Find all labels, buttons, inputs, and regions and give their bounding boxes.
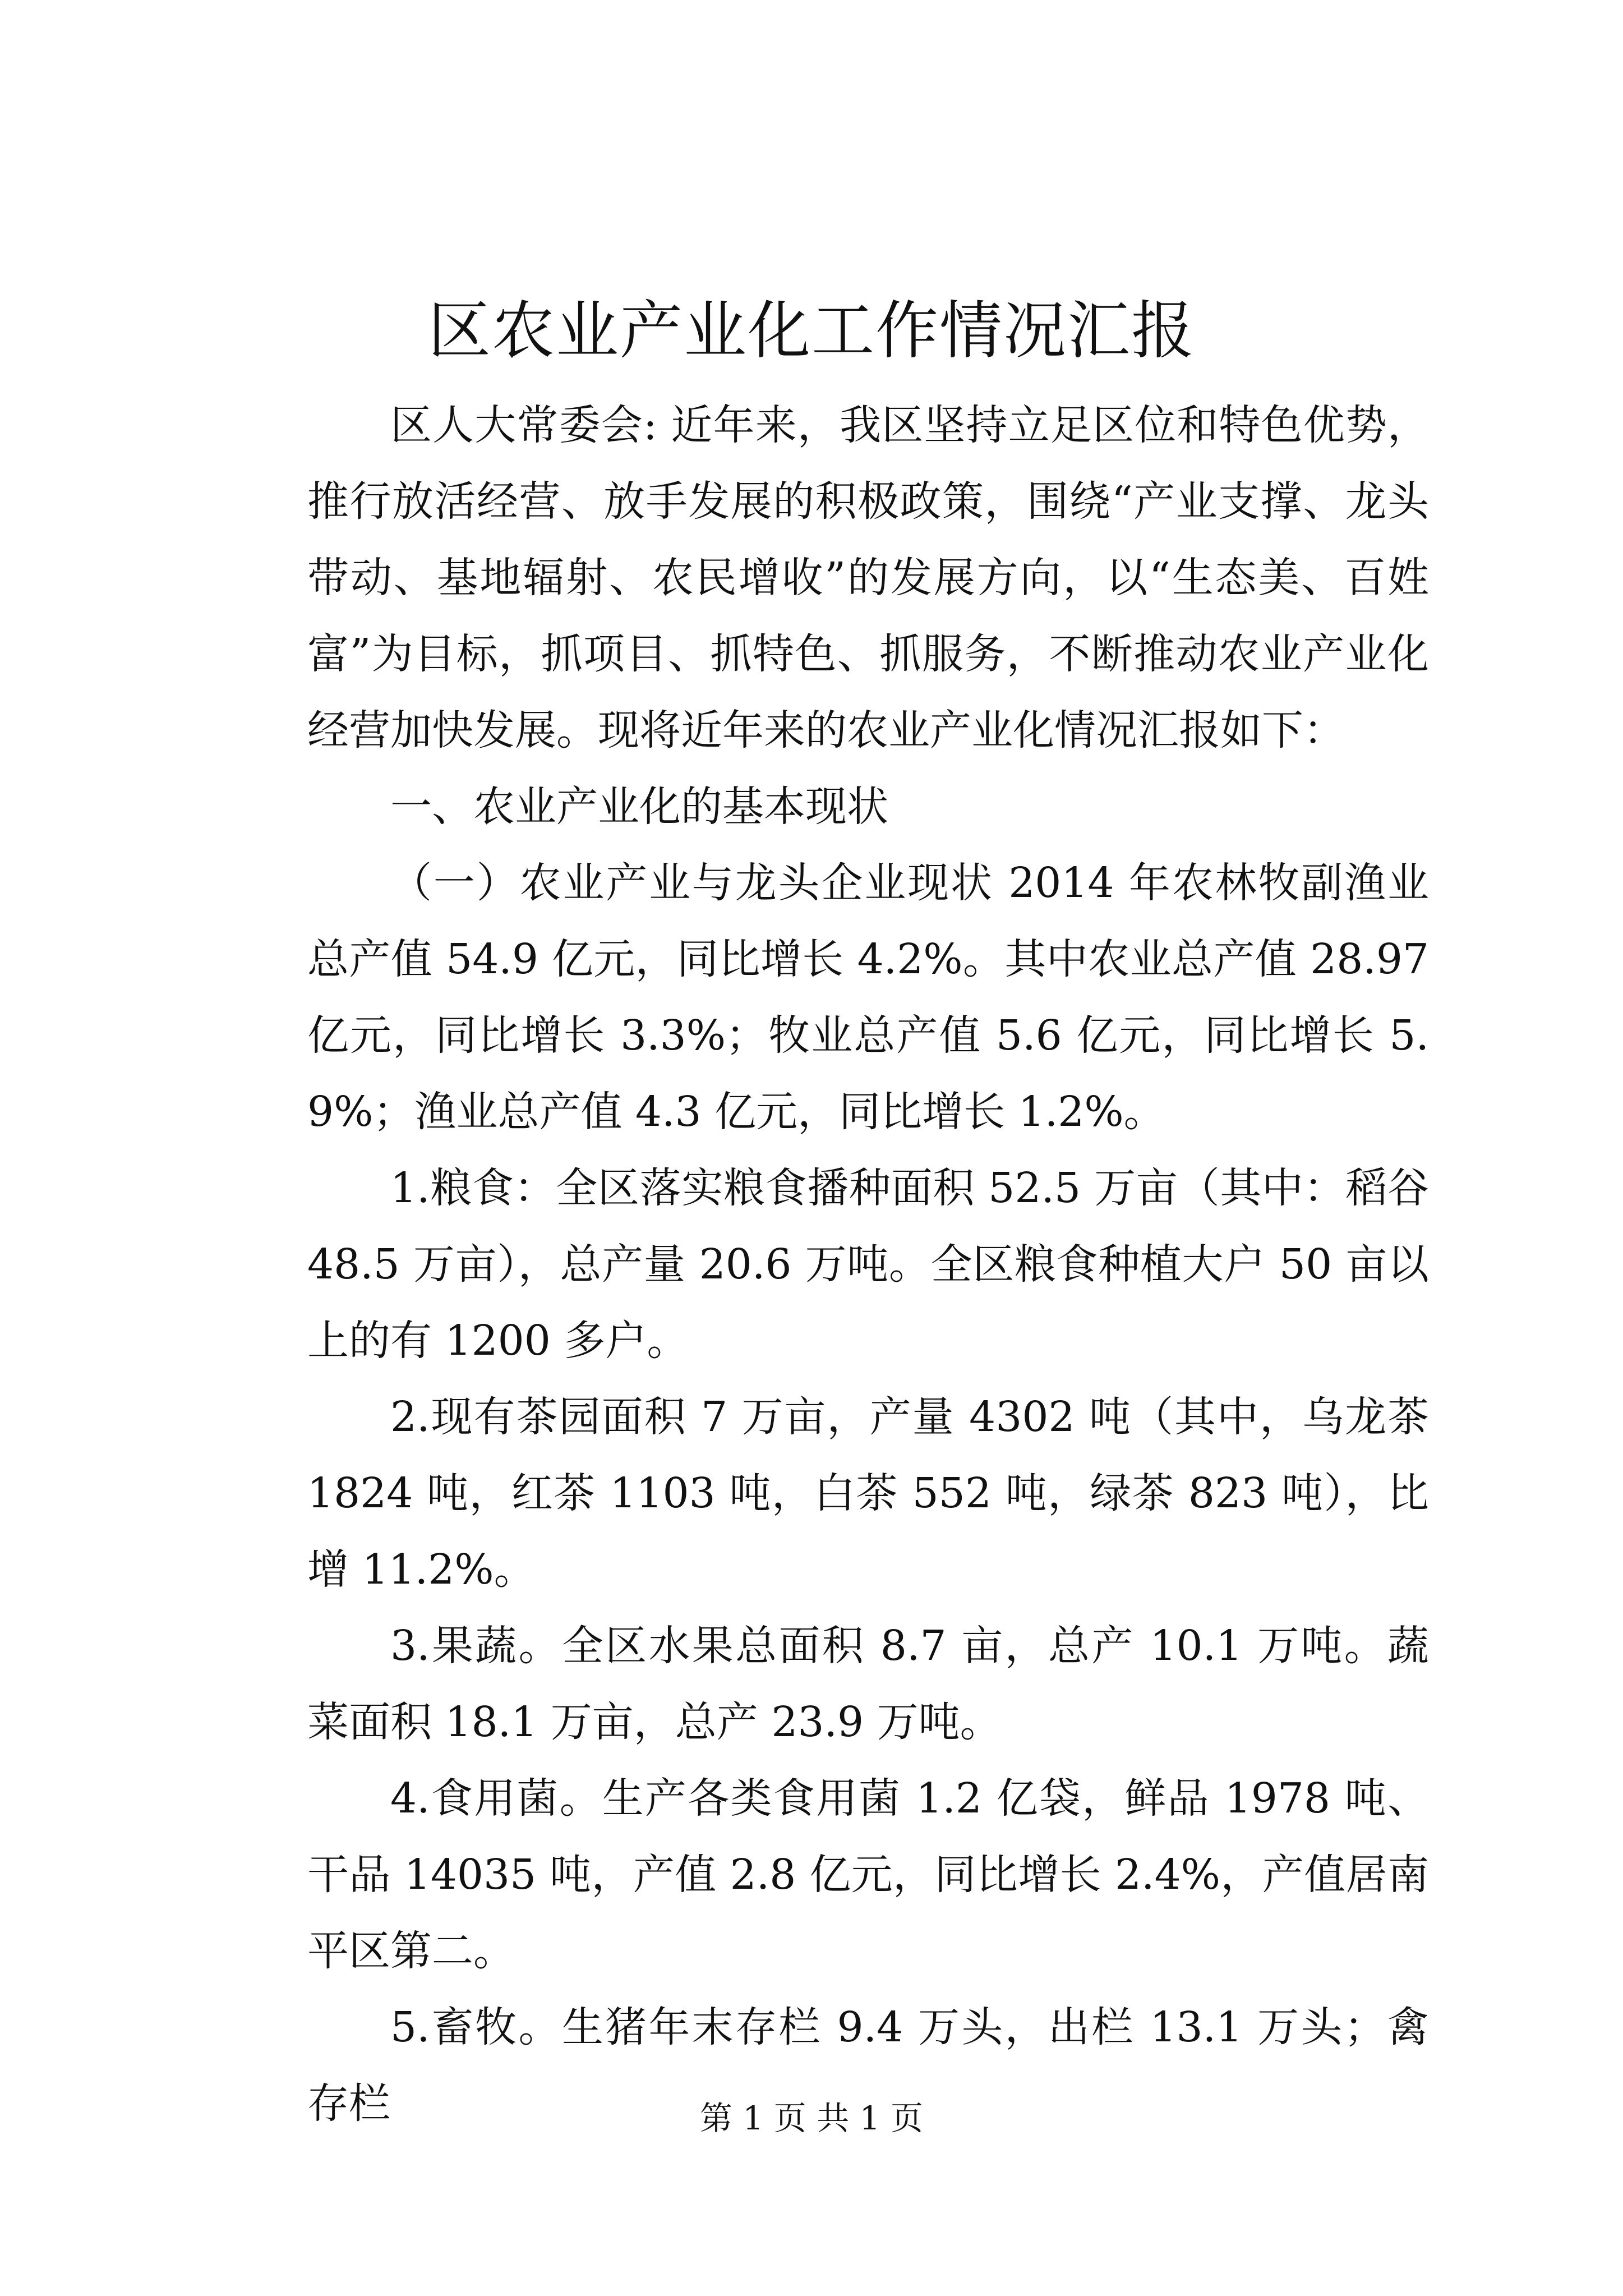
fruit-vegetable-paragraph: 3.果蔬。全区水果总面积 8.7 亩，总产 10.1 万吨。蔬菜面积 18.1 万亩，总产 23.9 万吨。 <box>307 1622 1429 1746</box>
section-heading-1: 一、农业产业化的基本现状 <box>390 783 888 831</box>
document-title: 区农业产业化工作情况汇报 <box>428 295 1195 367</box>
mushroom-paragraph: 4.食用菌。生产各类食用菌 1.2 亿袋，鲜品 1978 吨、干品 14035 吨，产值 2.8 亿元，同比增长 2.4%，产值居南平区第二。 <box>307 1774 1429 1975</box>
subsection-paragraph-1: （一）农业产业与龙头企业现状 2014 年农林牧副渔业总产值 54.9 亿元，同比增长 4.2%。其中农业总产值 28.97 亿元，同比增长 3.3%；牧业总产值 5.6 亿元，同比增长 5.9%；渔业总产值 4.3 亿元，同比增长 1.2%。 <box>307 859 1429 1136</box>
livestock-paragraph: 5.畜牧。生猪年末存栏 9.4 万头，出栏 13.1 万头；禽存栏 <box>307 2003 1429 2128</box>
grain-paragraph: 1.粮食：全区落实粮食播种面积 52.5 万亩（其中：稻谷 48.5 万亩），总产量 20.6 万吨。全区粮食种植大户 50 亩以上的有 1200 多户。 <box>307 1164 1429 1365</box>
tea-paragraph: 2.现有茶园面积 7 万亩，产量 4302 吨（其中，乌龙茶 1824 吨，红茶 1103 吨，白茶 552 吨，绿茶 823 吨），比增 11.2%。 <box>307 1393 1429 1594</box>
intro-paragraph: 区人大常委会: 近年来，我区坚持立足区位和特色优势，推行放活经营、放手发展的积极政策，围绕“产业支撑、龙头带动、基地辐射、农民增收”的发展方向，以“生态美、百姓富”为目标，抓项目、抓特色、抓服务，不断推动农业产业化经营加快发展。现将近年来的农业产业化情况汇报如下： <box>307 401 1429 754</box>
page-number-footer: 第 1 页 共 1 页 <box>700 2099 923 2137</box>
document-body <box>307 387 1429 2142</box>
